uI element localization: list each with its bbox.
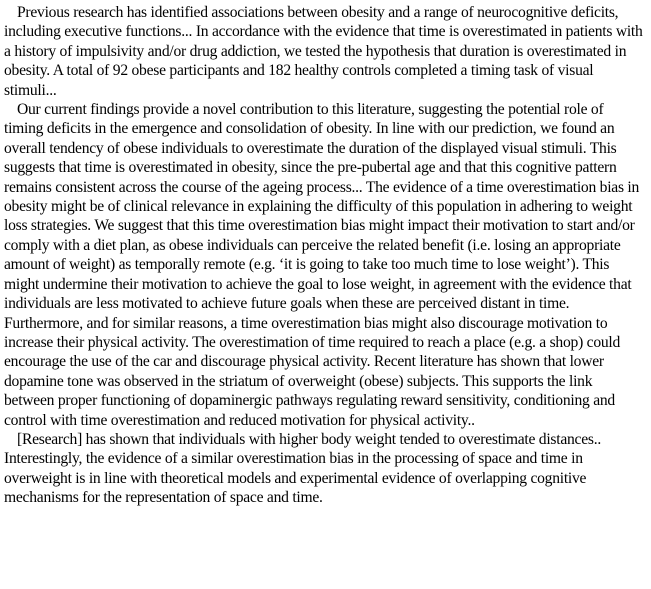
paragraph-2: Our current findings provide a novel contribution to this literature, suggesting the potential role of timing deficits in the emergence and consolidation of obesity. In line with our prediction, we found an overall tendency of obese individuals to overestimate the duration of the displayed visual stimuli. This suggests that time is overestimated in obesity, since the pre-pubertal age and that this cognitive pattern remains consistent across the course of the ageing process... The evidence of a time overestimation bias in obesity might be of clinical relevance in explaining the difficulty of this population in adhering to weight loss strategies. We suggest that this time overestimation bias might impact their motivation to start and/or comply with a diet plan, as obese individuals can perceive the related benefit (i.e. losing an appropriate amount of weight) as temporally remote (e.g. ‘it is going to take too much time to lose weight’). This might undermine their motivation to achieve the goal to lose weight, in agreement with the evidence that individuals are less motivated to achieve future goals when these are perceived distant in time. Furthermore, and for similar reasons, a time overestimation bias might also discourage motivation to increase their physical activity. The overestimation of time required to reach a place (e.g. a shop) could encourage the use of the car and discourage physical activity. Recent literature has shown that lower dopamine tone was observed in the striatum of overweight (obese) subjects. This supports the link between proper functioning of dopaminergic pathways regulating reward sensitivity, conditioning and control with time overestimation and reduced motivation for physical activity.. [4,101,640,429]
paragraph-1: Previous research has identified associations between obesity and a range of neurocognitive deficits, including executive functions... In accordance with the evidence that time is overestimated in patients with a history of impulsivity and/or drug addiction, we tested the hypothesis that duration is overestimated in obesity. A total of 92 obese participants and 182 healthy controls completed a timing task of visual stimuli... [4,4,643,99]
paragraph-3: [Research] has shown that individuals with higher body weight tended to overestimate distances.. Interestingly, the evidence of a similar overestimation bias in the processing of space and time in overweight is in line with theoretical models and experimental evidence of overlapping cognitive mechanisms for the representation of space and time. [4,430,602,507]
